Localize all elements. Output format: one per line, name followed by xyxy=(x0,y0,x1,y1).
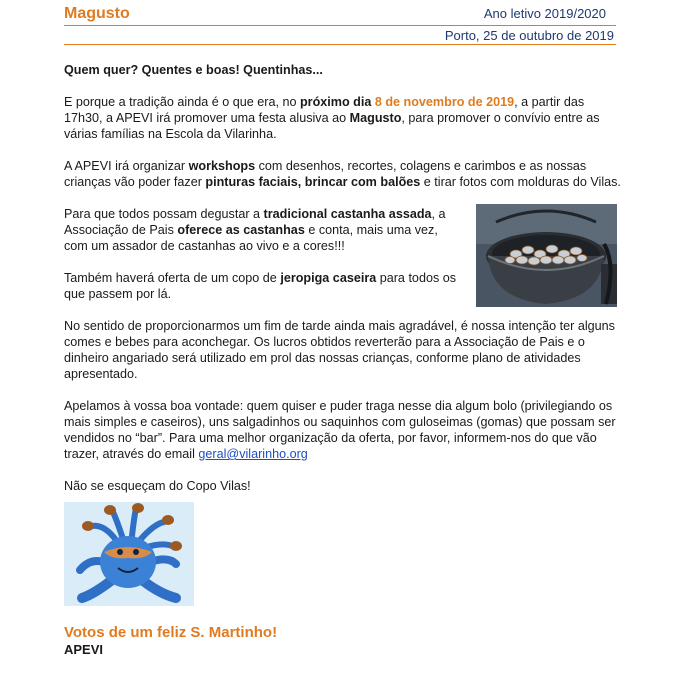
header-rule xyxy=(64,25,616,26)
text-run-bold: tradicional castanha assada xyxy=(263,207,432,221)
signature: APEVI xyxy=(64,642,104,657)
text-run: com desenhos, recortes, colagens e carimbos e as nossas crianças vão poder fazer xyxy=(64,159,587,189)
paragraph-event xyxy=(64,94,624,142)
paragraph-appeal xyxy=(64,398,624,462)
text-run: e conta, mais uma vez, com um assador de castanhas ao vivo e a cores!!! xyxy=(64,223,438,253)
text-run-bold: próximo dia xyxy=(299,95,372,109)
text-run-bold: oferece as castanhas xyxy=(177,223,305,237)
school-year: Ano letivo 2019/2020 xyxy=(483,6,606,21)
mascot-illustration xyxy=(64,502,194,606)
text-run: Também haverá oferta de um copo de xyxy=(64,271,281,285)
text-run: e tirar fotos com molduras do Vilas. xyxy=(420,175,621,189)
text-run: E porque a tradição ainda é o que era, no xyxy=(64,95,300,109)
mascot-image xyxy=(64,502,194,606)
text-run-bold: jeropiga caseira xyxy=(280,271,377,285)
text-run: Apelamos à vossa boa vontade: quem quiser e puder traga nesse dia algum bolo (privilegiando os mais simples e caseiros), uns salgadinhos ou saquinhos com guloseimas (gomas) que possam ser vendidos no “bar”. Para uma melhor organização da oferta, por favor, informem-nos do que vão trazer, através do email xyxy=(64,399,616,461)
place-date: Porto, 25 de outubro de 2019 xyxy=(444,28,614,43)
text-run: Para que todos possam degustar a xyxy=(64,207,264,221)
paragraph-workshops xyxy=(64,158,624,190)
header-rule-secondary xyxy=(64,44,616,45)
paragraph-chestnuts xyxy=(64,206,459,254)
chestnut-roaster-illustration xyxy=(476,204,617,307)
paragraph-jeropiga xyxy=(64,270,459,302)
text-run: , a Associação de Pais xyxy=(64,207,446,237)
text-run: para todos os que passem por lá. xyxy=(64,271,457,301)
text-run: , a partir das 17h30, a APEVI irá promover uma festa alusiva ao xyxy=(64,95,585,125)
text-run: A APEVI irá organizar xyxy=(64,159,189,173)
paragraph-food: No sentido de proporcionarmos um fim de tarde ainda mais agradável, é nossa intenção ter alguns comes e bebes para aconchegar. Os lucros obtidos reverterão para a Associação de Pais e o dinheiro angariado será utilizado em prol das nossas crianças, conforme plano de atividades apresentado. xyxy=(64,319,615,381)
paragraph-copo: Não se esqueçam do Copo Vilas! xyxy=(64,479,251,493)
text-run-bold: Magusto xyxy=(349,111,402,125)
event-date: 8 de novembro de 2019 xyxy=(374,95,515,109)
document-title: Magusto xyxy=(64,5,130,22)
text-run-bold: workshops xyxy=(188,159,256,173)
chestnut-roaster-image xyxy=(476,204,617,307)
text-run: , para promover o convívio entre as várias famílias na Escola da Vilarinha. xyxy=(64,111,600,141)
email-link[interactable]: geral@vilarinho.org xyxy=(198,447,308,461)
text-run-bold: pinturas faciais, brincar com balões xyxy=(205,175,421,189)
closing-wish: Votos de um feliz S. Martinho! xyxy=(64,624,278,641)
lead-line: Quem quer? Quentes e boas! Quentinhas... xyxy=(64,63,323,77)
